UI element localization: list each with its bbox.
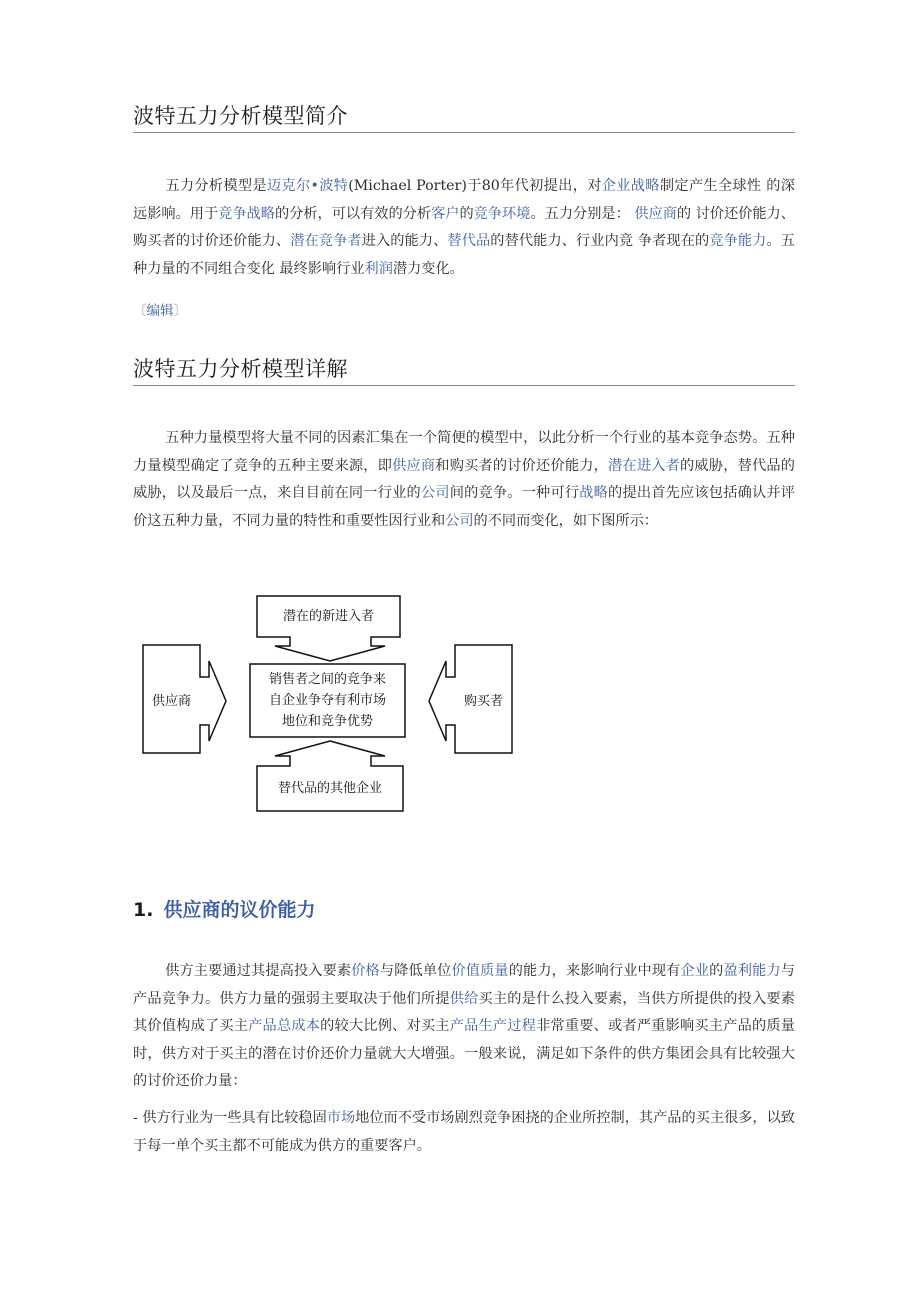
inline-link[interactable]: 竞争环境 <box>473 205 531 222</box>
inline-link[interactable]: 替代品 <box>447 233 491 249</box>
subsection-number: 1. <box>133 899 154 921</box>
inline-link[interactable]: 潜在进入者 <box>608 457 681 474</box>
inline-link[interactable]: 竞争战略 <box>218 205 275 222</box>
edit-link-wrapper <box>133 300 187 322</box>
detail-paragraph: 五种力量模型将大量不同的因素汇集在一个简便的模型中，以此分析一个行业的基本竞争态势。五种力量模型确定了竞争的五种主要来源，即供应商和购买者的讨价还价能力，潜在进入者的威胁，替代品的威胁，以及最后一点，来自目前在同一行业的公司间的竞争。一种可行战略的提出首先应该包括确认并评价这五种力量，不同力量的特性和重要性因行业和公司的不同而变化，如下图所示： <box>133 430 795 529</box>
supplier-paragraph: 供方主要通过其提高投入要素价格与降低单位价值质量的能力，来影响行业中现有企业的盈利能力与产品竞争力。供方力量的强弱主要取决于他们所提供给买主的是什么投入要素，当供方所提供的投入要素其价值构成了买主产品总成本的较大比例、对买主产品生产过程非常重要、或者严重影响买主产品的质量时，供方对于买主的潜在讨价还价力量就大大增强。一般来说，满足如下条件的供方集团会具有比较强大的讨价还价力量： <box>133 963 795 1089</box>
diagram-label-buyers: 购买者 <box>463 694 503 709</box>
inline-link[interactable]: 企业战略 <box>601 178 660 194</box>
inline-link[interactable]: 竞争能力 <box>709 233 767 249</box>
diagram-label-new-entrants: 潜在的新进入者 <box>282 609 374 624</box>
intro-paragraph: 五力分析模型是迈克尔•波特(Michael Porter)于80年代初提出，对企业战略制定产生全球性 的深远影响。用于竞争战略的分析，可以有效的分析客户的竞争环境。五力分别是： 供应商的 讨价还价能力、购买者的讨价还价能力、潜在竞争者进入的能力、替代品的替代能力、行业内竞 争者现在的竞争能力。五种力量的不同组合变化 最终影响行业利润潜力变化。 <box>133 178 795 277</box>
inline-link[interactable]: 客户 <box>431 205 460 222</box>
five-forces-diagram <box>140 593 515 818</box>
bottom-arrow-shape <box>257 741 403 811</box>
inline-link[interactable]: 供给 <box>449 990 479 1007</box>
section-title-intro: 波特五力分析模型简介 <box>133 102 795 133</box>
diagram-label-suppliers: 供应商 <box>151 694 191 709</box>
inline-link[interactable]: 市场 <box>326 1110 356 1126</box>
bracket-close: 〕 <box>173 303 187 319</box>
rivalry-line-1: 销售者之间的竞争来 <box>268 672 386 687</box>
subsection-heading <box>133 896 315 924</box>
inline-link[interactable]: 企业 <box>680 963 710 979</box>
inline-link[interactable]: 产品总成本 <box>248 1018 321 1034</box>
inline-link[interactable]: 价值质量 <box>451 963 509 979</box>
inline-link[interactable]: 利润 <box>364 260 393 277</box>
supplier-condition-item: - 供方行业为一些具有比较稳固市场地位而不受市场剧烈竞争困挠的企业所控制，其产品的买主很多，以致于每一单个买主都不可能成为供方的重要客户。 <box>133 1110 795 1154</box>
inline-link[interactable]: 潜在竞争者 <box>290 233 362 249</box>
section-title-detail: 波特五力分析模型详解 <box>133 355 795 386</box>
inline-link[interactable]: 公司 <box>445 512 474 529</box>
rivalry-line-3: 地位和竞争优势 <box>281 714 373 729</box>
inline-link[interactable]: 供应商 <box>634 205 677 222</box>
diagram-label-substitutes: 替代品的其他企业 <box>277 781 382 796</box>
diagram-label-rivalry <box>250 669 405 732</box>
inline-link[interactable]: 公司 <box>420 485 450 501</box>
subsection-title-link[interactable]: 供应商的议价能力 <box>163 899 316 921</box>
inline-link[interactable]: 盈利能力 <box>723 963 781 979</box>
bracket-open: 〔 <box>133 303 147 319</box>
inline-link[interactable]: 价格 <box>351 963 380 979</box>
inline-link[interactable]: 战略 <box>579 485 609 501</box>
inline-link[interactable]: 供应商 <box>392 457 436 474</box>
edit-link[interactable]: 编辑 <box>146 303 174 319</box>
inline-link[interactable]: 迈克尔•波特 <box>266 178 349 194</box>
rivalry-line-2: 自企业争夺有利市场 <box>268 693 386 708</box>
inline-link[interactable]: 产品生产过程 <box>449 1018 537 1034</box>
